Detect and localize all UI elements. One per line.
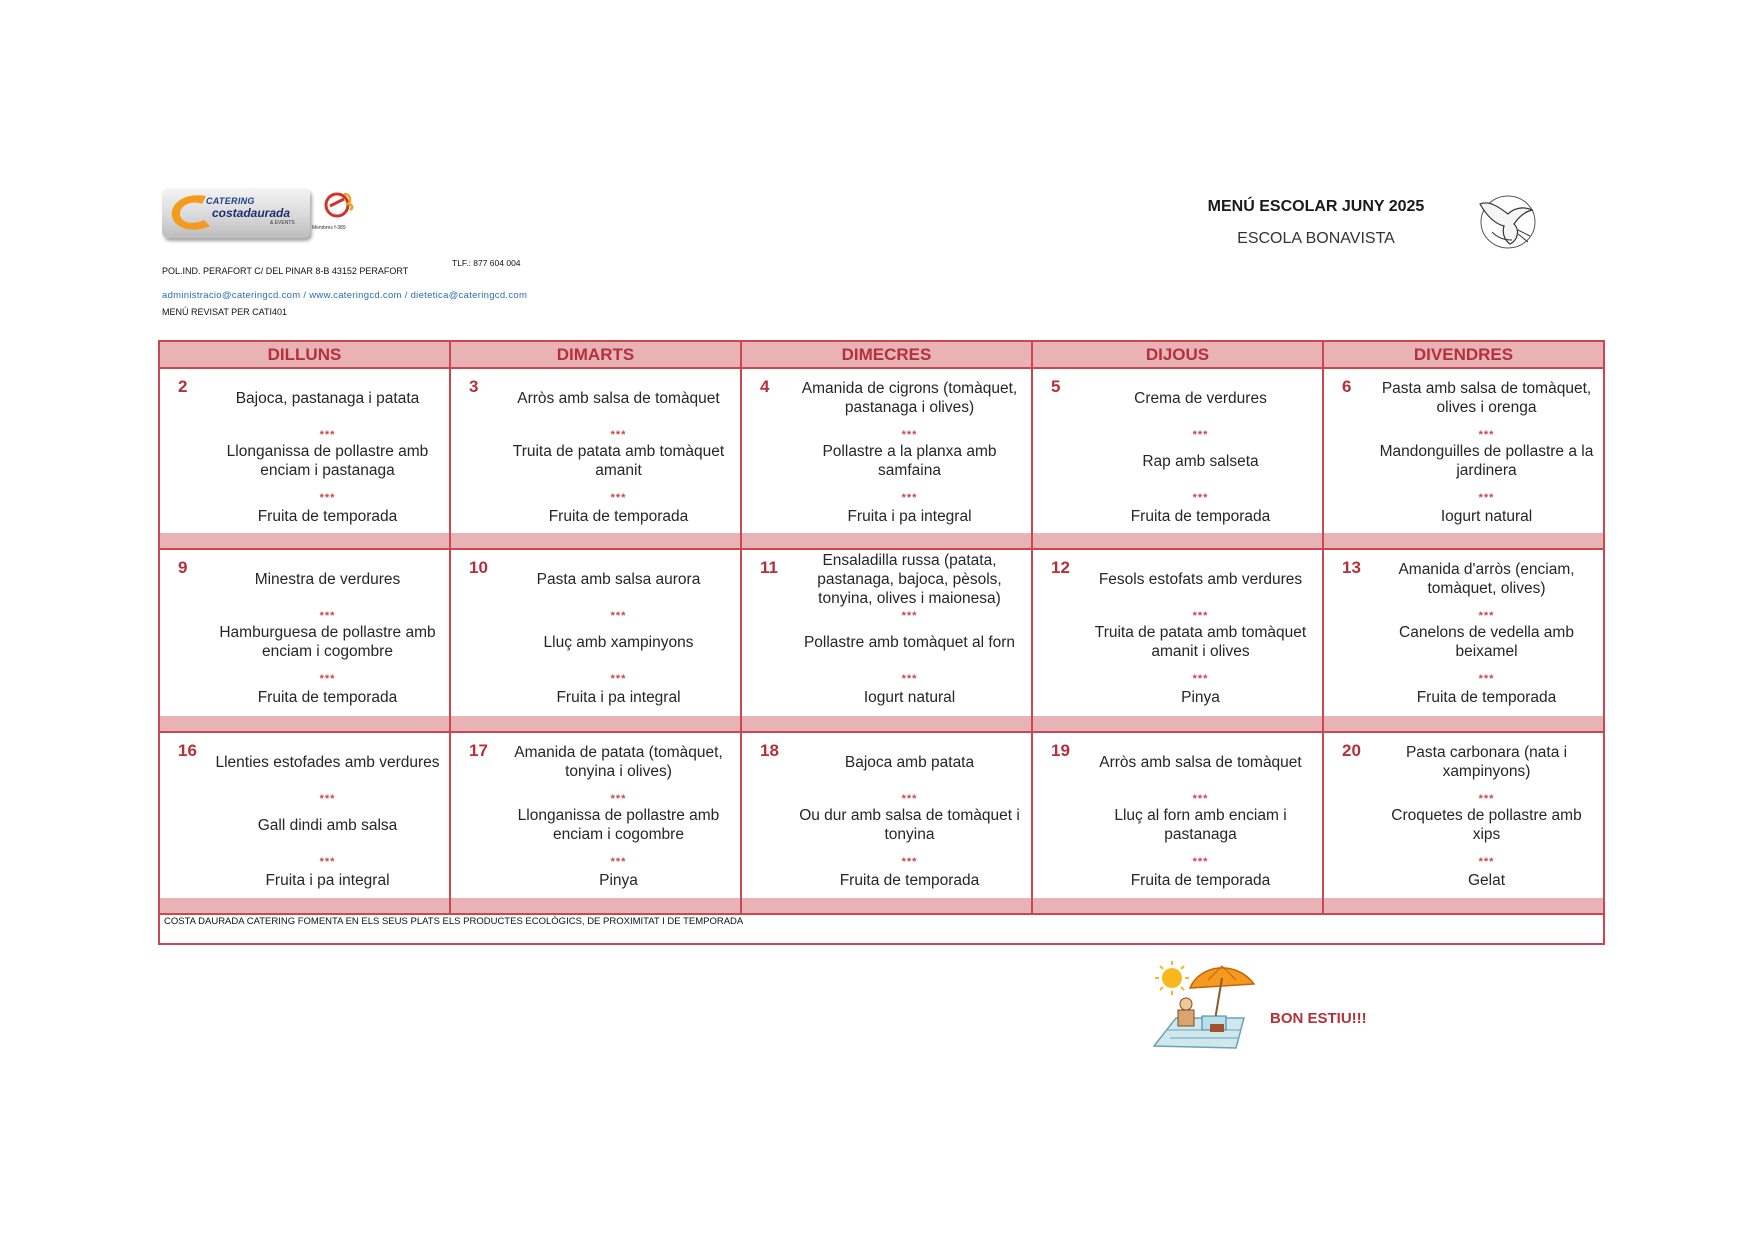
second-course: Canelons de vedella amb beixamel	[1399, 624, 1574, 660]
dessert: Gelat	[1467, 871, 1506, 889]
second-course: Rap amb salseta	[1142, 452, 1259, 470]
course-separator: ***	[1192, 856, 1209, 868]
first-course: Arròs amb salsa de tomàquet	[1099, 753, 1302, 771]
week-band	[160, 898, 1603, 913]
course-separator: ***	[1192, 429, 1209, 441]
first-course: Amanida de cigrons (tomàquet, pastanaga i olives)	[801, 380, 1018, 416]
course-separator: ***	[901, 673, 918, 685]
second-course: Croquetes de pollastre amb xips	[1391, 807, 1582, 843]
first-course: Amanida de patata (tomàquet, tonyina i olives)	[514, 744, 723, 780]
second-course: Lluç amb xampinyons	[543, 633, 694, 651]
course-separator: ***	[610, 673, 627, 685]
badge-icon	[322, 190, 356, 220]
menu-day-cell	[1324, 733, 1603, 897]
course-separator: ***	[319, 856, 336, 868]
day-number: 18	[760, 741, 779, 760]
first-course: Arròs amb salsa de tomàquet	[517, 389, 720, 407]
menu-day-cell	[451, 369, 740, 533]
day-number: 17	[469, 741, 488, 760]
menu-day-cell	[742, 733, 1031, 897]
course-separator: ***	[901, 492, 918, 504]
menu-day-cell	[451, 733, 740, 897]
first-course: Crema de verdures	[1134, 389, 1267, 407]
course-separator: ***	[1478, 856, 1495, 868]
dessert: Fruita de temporada	[839, 871, 980, 889]
day-number: 16	[178, 741, 197, 760]
school-logo-icon	[1474, 190, 1544, 252]
day-header-friday: DIVENDRES	[1324, 342, 1603, 367]
second-course: Llonganissa de pollastre amb enciam i pastanaga	[226, 443, 429, 479]
day-number: 2	[178, 377, 188, 396]
menu-day-cell	[160, 550, 449, 714]
second-course: Hamburguesa de pollastre amb enciam i cogombre	[219, 624, 436, 660]
course-separator: ***	[319, 610, 336, 622]
dessert: Iogurt natural	[1440, 507, 1533, 525]
course-separator: ***	[901, 793, 918, 805]
second-course: Mandonguilles de pollastre a la jardinera	[1379, 443, 1594, 479]
first-course: Ensaladilla russa (patata, pastanaga, bajoca, pèsols, tonyina, olives i maionesa)	[817, 551, 1002, 607]
dessert: Fruita de temporada	[1416, 688, 1557, 706]
company-address: POL.IND. PERAFORT C/ DEL PINAR 8-B 43152 PERAFORT	[162, 266, 409, 276]
first-course: Minestra de verdures	[254, 570, 401, 588]
first-course: Llenties estofades amb verdures	[215, 753, 440, 771]
course-separator: ***	[1478, 673, 1495, 685]
course-separator: ***	[901, 610, 918, 622]
course-separator: ***	[610, 610, 627, 622]
logo-word-events: & EVENTS	[270, 220, 295, 226]
course-separator: ***	[319, 673, 336, 685]
first-course: Pasta amb salsa aurora	[536, 570, 701, 588]
day-number: 20	[1342, 741, 1361, 760]
dessert: Fruita i pa integral	[847, 507, 972, 525]
menu-table	[158, 340, 1605, 945]
menu-day-cell	[1033, 733, 1322, 897]
course-separator: ***	[1478, 793, 1495, 805]
row-divider	[160, 913, 1603, 915]
second-course: Truita de patata amb tomàquet amanit	[512, 443, 725, 479]
company-phone: TLF.: 877 604 004	[452, 258, 521, 268]
menu-day-cell	[451, 550, 740, 714]
day-number: 11	[760, 558, 778, 577]
dessert: Fruita de temporada	[548, 507, 689, 525]
week-band	[160, 716, 1603, 731]
dessert: Iogurt natural	[863, 688, 956, 706]
menu-day-cell	[1033, 369, 1322, 533]
company-emails[interactable]: administracio@cateringcd.com / www.cateringcd.com / dietetica@cateringcd.com	[162, 290, 528, 301]
course-separator: ***	[319, 429, 336, 441]
day-number: 5	[1051, 377, 1061, 396]
dessert: Fruita de temporada	[257, 688, 398, 706]
beach-umbrella-icon	[1148, 958, 1260, 1054]
day-number: 10	[469, 558, 488, 577]
day-number: 13	[1342, 558, 1361, 577]
course-separator: ***	[1478, 610, 1495, 622]
dessert: Pinya	[599, 871, 638, 889]
dessert: Fruita i pa integral	[556, 688, 681, 706]
menu-day-cell	[1324, 369, 1603, 533]
course-separator: ***	[319, 793, 336, 805]
course-separator: ***	[1192, 492, 1209, 504]
second-course: Gall dindi amb salsa	[257, 816, 398, 834]
dessert: Fruita i pa integral	[265, 871, 390, 889]
day-number: 19	[1051, 741, 1070, 760]
day-number: 12	[1051, 558, 1070, 577]
first-course: Fesols estofats amb verdures	[1098, 570, 1303, 588]
second-course: Pollastre a la planxa amb samfaina	[822, 443, 997, 479]
logo-word-catering: CATERING	[206, 196, 255, 206]
menu-day-cell	[160, 369, 449, 533]
course-separator: ***	[610, 856, 627, 868]
day-header-monday: DILLUNS	[160, 342, 449, 367]
day-number: 3	[469, 377, 479, 396]
course-separator: ***	[901, 429, 918, 441]
course-separator: ***	[1478, 429, 1495, 441]
day-number: 6	[1342, 377, 1352, 396]
course-separator: ***	[610, 429, 627, 441]
catering-logo-icon	[162, 188, 310, 240]
first-course: Bajoca, pastanaga i patata	[235, 389, 420, 407]
first-course: Amanida d'arròs (enciam, tomàquet, olives)	[1398, 561, 1575, 597]
logo-word-brand: costadaurada	[212, 206, 291, 220]
course-separator: ***	[901, 856, 918, 868]
course-separator: ***	[610, 492, 627, 504]
second-course: Lluç al forn amb enciam i pastanaga	[1114, 807, 1287, 843]
page-title: MENÚ ESCOLAR JUNY 2025	[1207, 198, 1425, 215]
footer-note: COSTA DAURADA CATERING FOMENTA EN ELS SEUS PLATS ELS PRODUCTES ECOLÒGICS, DE PROXIMITAT I DE TEMPORADA	[164, 916, 744, 927]
first-course: Bajoca amb patata	[844, 753, 975, 771]
menu-day-cell	[160, 733, 449, 897]
menu-day-cell	[742, 369, 1031, 533]
badge-text: Membres f-389	[312, 225, 346, 231]
course-separator: ***	[1478, 492, 1495, 504]
school-name: ESCOLA BONAVISTA	[1237, 230, 1395, 247]
course-separator: ***	[1192, 673, 1209, 685]
day-number: 4	[760, 377, 770, 396]
day-header-thursday: DIJOUS	[1033, 342, 1322, 367]
second-course: Truita de patata amb tomàquet amanit i olives	[1094, 624, 1307, 660]
menu-day-cell	[1033, 550, 1322, 714]
course-separator: ***	[1192, 793, 1209, 805]
farewell-text: BON ESTIU!!!	[1270, 1010, 1367, 1027]
course-separator: ***	[1192, 610, 1209, 622]
course-separator: ***	[610, 793, 627, 805]
menu-revised-note: MENÚ REVISAT PER CATI401	[162, 307, 288, 317]
menu-day-cell	[742, 550, 1031, 714]
menu-day-cell	[1324, 550, 1603, 714]
dessert: Fruita de temporada	[257, 507, 398, 525]
dessert: Pinya	[1181, 688, 1220, 706]
course-separator: ***	[319, 492, 336, 504]
second-course: Llonganissa de pollastre amb enciam i cogombre	[517, 807, 720, 843]
second-course: Ou dur amb salsa de tomàquet i tonyina	[799, 807, 1020, 843]
day-number: 9	[178, 558, 188, 577]
day-header-wednesday: DIMECRES	[742, 342, 1031, 367]
dessert: Fruita de temporada	[1130, 871, 1271, 889]
dessert: Fruita de temporada	[1130, 507, 1271, 525]
week-band	[160, 533, 1603, 548]
first-course: Pasta carbonara (nata i xampinyons)	[1405, 744, 1568, 780]
day-header-tuesday: DIMARTS	[451, 342, 740, 367]
first-course: Pasta amb salsa de tomàquet, olives i orenga	[1381, 380, 1592, 416]
second-course: Pollastre amb tomàquet al forn	[803, 633, 1016, 651]
